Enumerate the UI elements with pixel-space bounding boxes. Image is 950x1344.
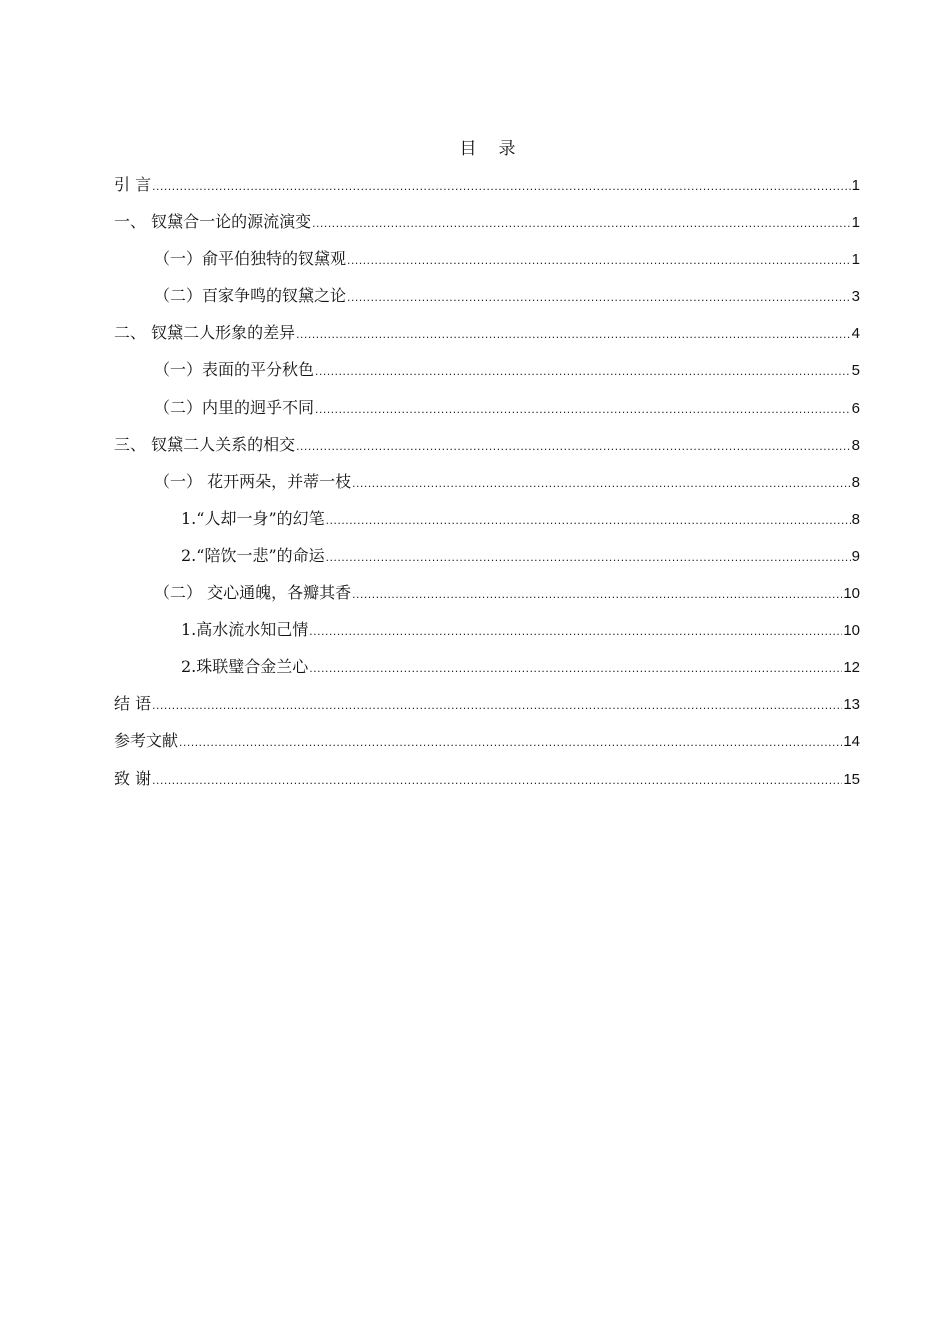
- toc-entry-label: 1.“人却一身”的幻笔: [181, 508, 325, 528]
- dot-leader: [296, 321, 851, 347]
- dot-leader: [309, 618, 842, 644]
- toc-entry-chapter-3[interactable]: [114, 432, 860, 469]
- toc-page-number: 3: [851, 288, 860, 306]
- toc-entry-chapter-1[interactable]: [114, 209, 860, 246]
- toc-entry-introduction[interactable]: [114, 172, 860, 209]
- toc-entry-label: 二、 钗黛二人形象的差异: [114, 323, 296, 343]
- dot-leader: [352, 581, 842, 607]
- toc-page-number: 5: [851, 362, 860, 380]
- dot-leader: [347, 284, 851, 310]
- toc-entry-section-3-1[interactable]: [114, 469, 860, 506]
- toc-title-right: 录: [498, 139, 516, 159]
- toc-page-number: 14: [843, 733, 860, 751]
- toc-page-number: 8: [851, 510, 860, 528]
- toc-entry-subsection-3-1-1[interactable]: [114, 506, 860, 543]
- toc-entry-label: 2.“陪饮一悲”的命运: [181, 545, 325, 565]
- toc-entry-label: 致 谢: [114, 768, 152, 788]
- table-of-contents: [114, 172, 860, 803]
- toc-entry-label: 引 言: [114, 175, 152, 194]
- toc-page-number: 12: [843, 659, 860, 677]
- toc-page-number: 6: [851, 399, 860, 417]
- dot-leader: [296, 433, 851, 459]
- toc-entry-label: （二）内里的迥乎不同: [154, 397, 315, 417]
- toc-entry-section-3-2[interactable]: [114, 580, 860, 617]
- toc-title-left: 目: [459, 139, 477, 159]
- toc-entry-label: （一） 花开两朵，并蒂一枝: [154, 471, 352, 491]
- toc-entry-label: 一、 钗黛合一论的源流演变: [114, 212, 312, 232]
- dot-leader: [315, 358, 851, 384]
- toc-entry-label: 参考文献: [114, 731, 179, 751]
- dot-leader: [152, 767, 842, 793]
- toc-page-number: 1: [851, 177, 860, 194]
- toc-title: [0, 137, 950, 161]
- toc-entry-label: （二）百家争鸣的钗黛之论: [154, 286, 347, 306]
- dot-leader: [152, 173, 851, 199]
- toc-page-number: 1: [851, 251, 860, 269]
- dot-leader: [315, 396, 851, 422]
- toc-page-number: 13: [843, 696, 860, 714]
- toc-entry-section-1-1[interactable]: [114, 246, 860, 283]
- toc-entry-acknowledgements[interactable]: [114, 766, 860, 803]
- toc-entry-label: 2.珠联璧合金兰心: [181, 657, 309, 677]
- toc-entry-subsection-3-2-2[interactable]: [114, 654, 860, 691]
- toc-entry-label: （二） 交心通魄，各瓣其香: [154, 583, 352, 603]
- toc-page-number: 10: [843, 585, 860, 603]
- toc-entry-label: 三、 钗黛二人关系的相交: [114, 434, 296, 454]
- toc-entry-section-2-1[interactable]: [114, 357, 860, 394]
- toc-entry-references[interactable]: [114, 728, 860, 765]
- toc-entry-label: （一）表面的平分秋色: [154, 360, 315, 380]
- dot-leader: [326, 507, 851, 533]
- toc-page-number: 1: [851, 214, 860, 232]
- toc-entry-section-2-2[interactable]: [114, 395, 860, 432]
- toc-entry-section-1-2[interactable]: [114, 283, 860, 320]
- toc-page-number: 8: [851, 436, 860, 454]
- toc-entry-chapter-2[interactable]: [114, 320, 860, 357]
- dot-leader: [352, 470, 851, 496]
- toc-entry-label: （一）俞平伯独特的钗黛观: [154, 249, 347, 269]
- toc-page-number: 8: [851, 473, 860, 491]
- toc-entry-conclusion[interactable]: [114, 691, 860, 728]
- toc-entry-label: 结 语: [114, 694, 152, 714]
- dot-leader: [326, 544, 851, 570]
- dot-leader: [309, 655, 842, 681]
- toc-entry-subsection-3-2-1[interactable]: [114, 617, 860, 654]
- dot-leader: [312, 210, 851, 236]
- dot-leader: [179, 729, 842, 755]
- toc-entry-label: 1.高水流水知己情: [181, 620, 309, 640]
- toc-page-number: 4: [851, 325, 860, 343]
- toc-page-number: 10: [843, 622, 860, 640]
- toc-page-number: 15: [843, 770, 860, 788]
- dot-leader: [152, 692, 842, 718]
- dot-leader: [347, 247, 851, 273]
- toc-page-number: 9: [851, 547, 860, 565]
- toc-entry-subsection-3-1-2[interactable]: [114, 543, 860, 580]
